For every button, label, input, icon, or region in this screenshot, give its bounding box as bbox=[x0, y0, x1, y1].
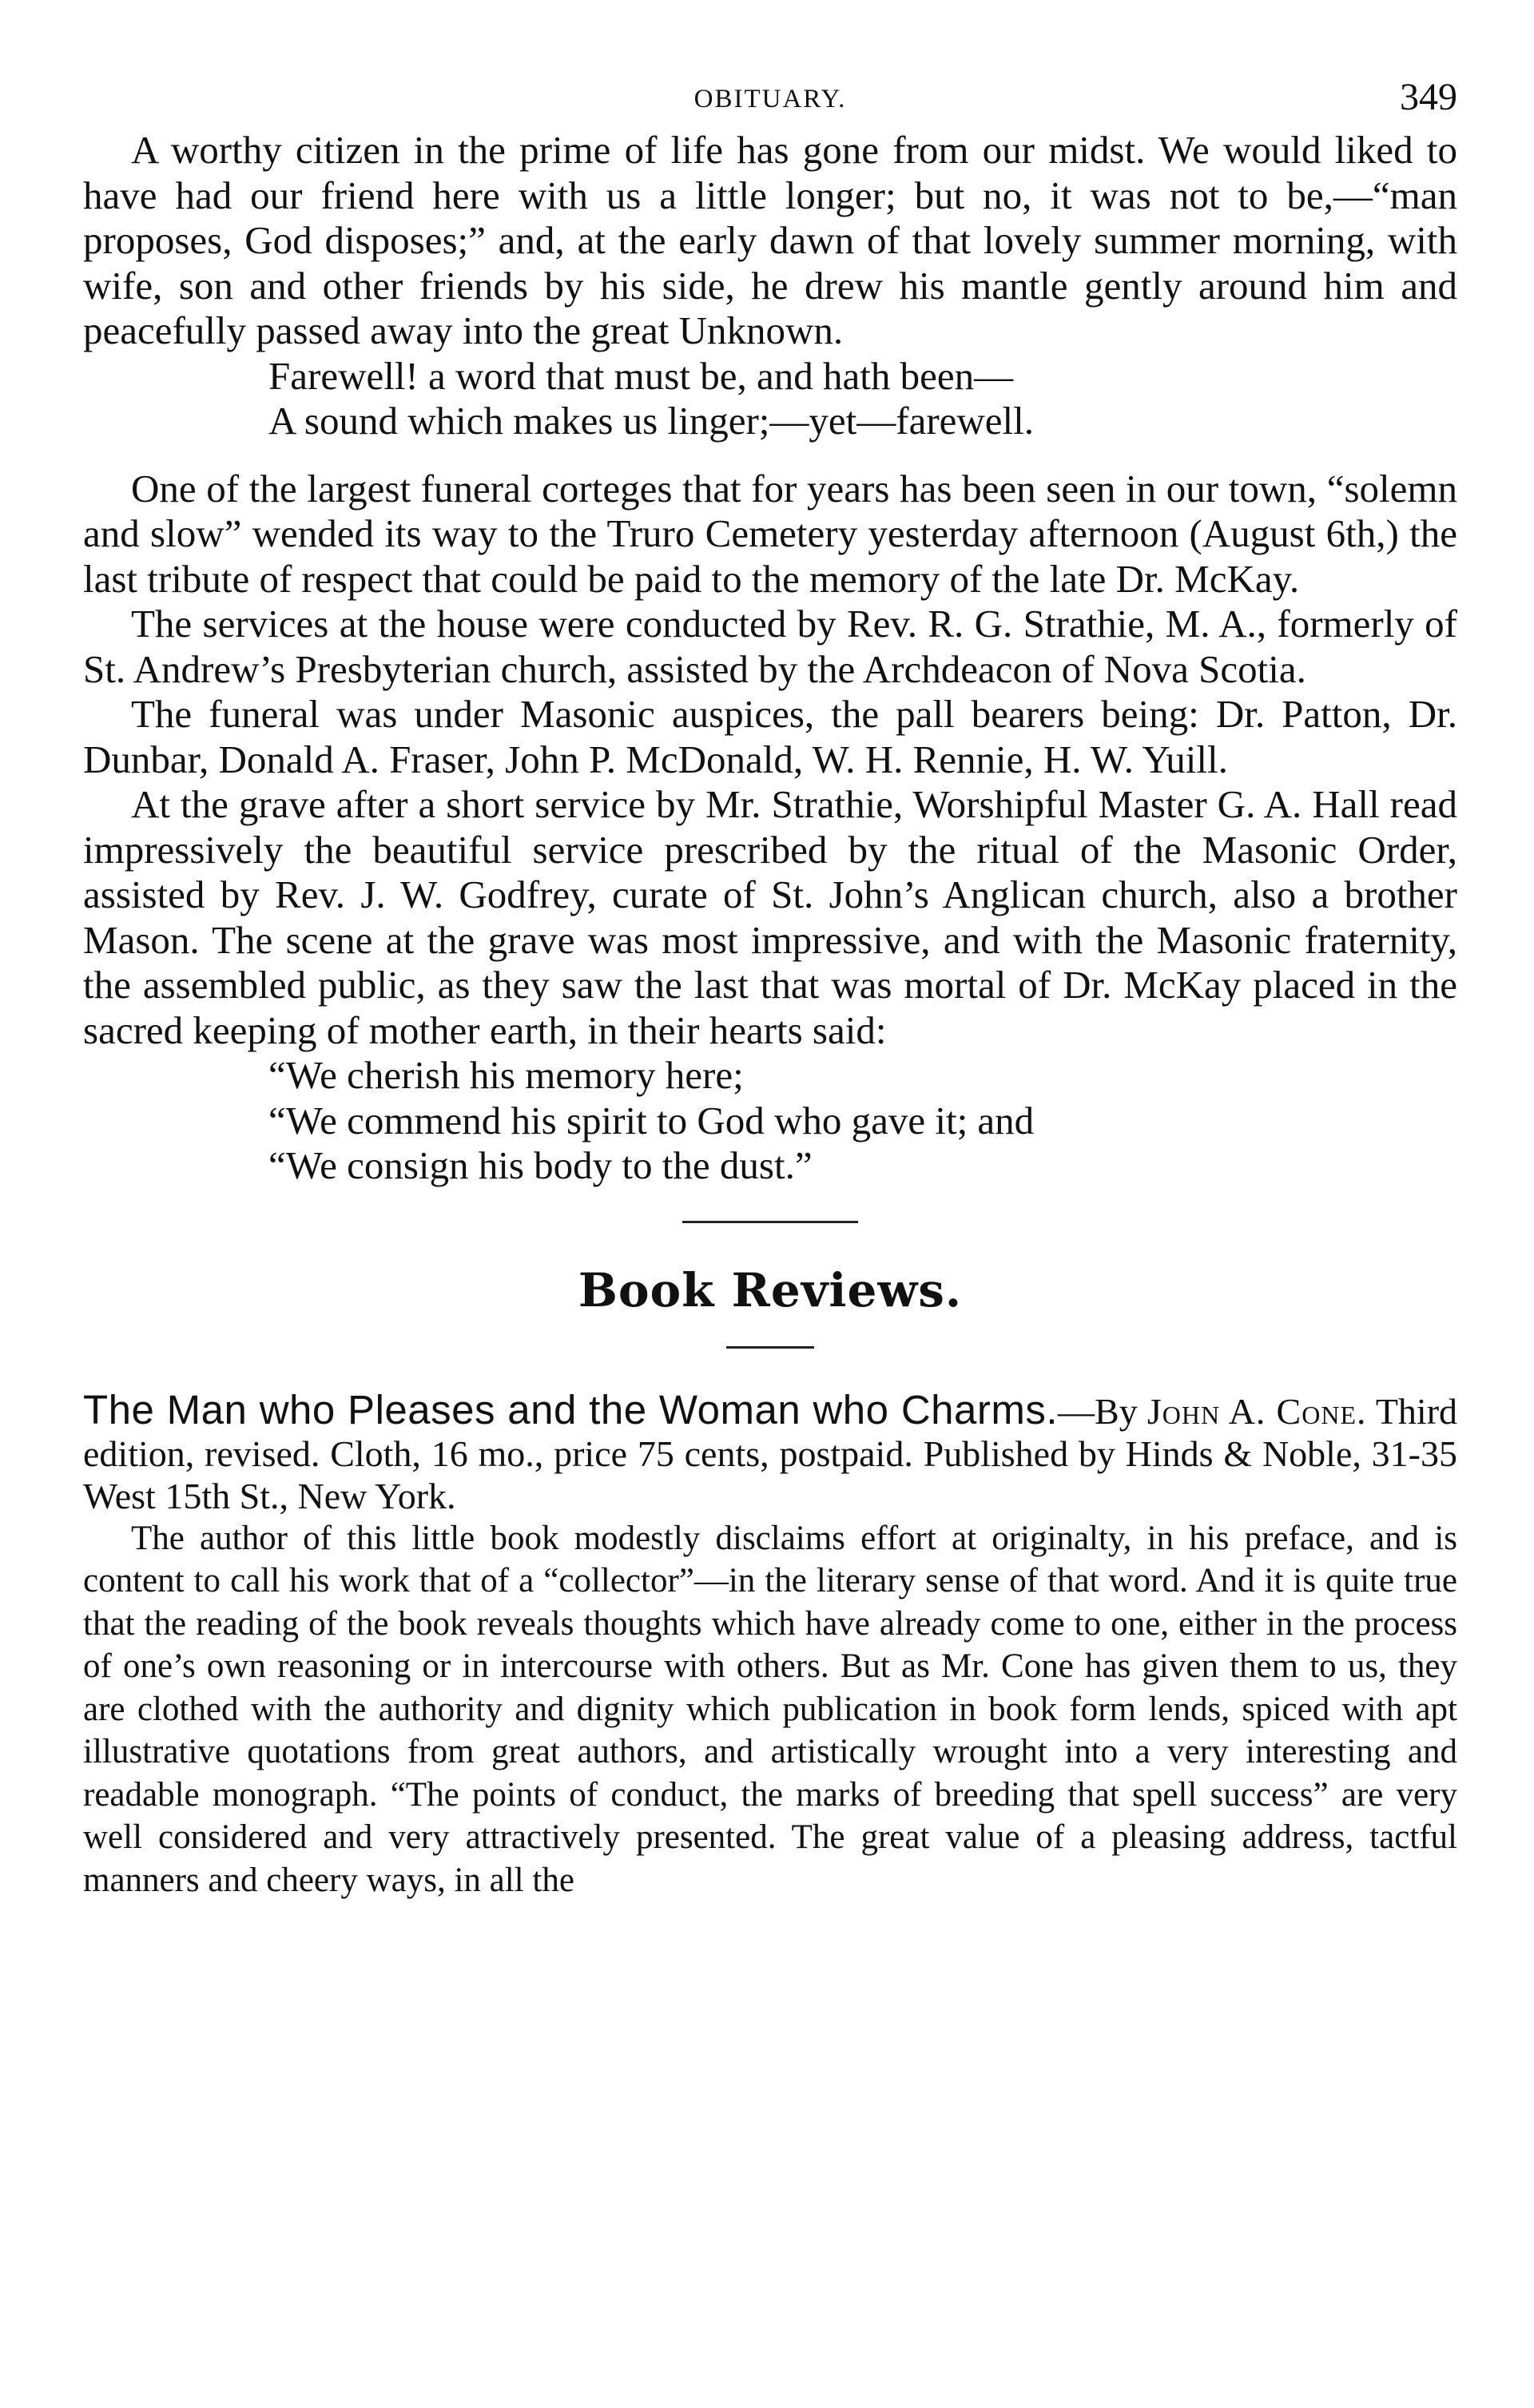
review-heading bbox=[83, 1386, 1458, 1517]
book-page bbox=[83, 64, 1457, 1901]
obituary-paragraph: At the grave after a short service by Mr. Strathie, Worshipful Master G. A. Hall read impressively the beautiful service prescribed by the ritual of the Masonic Order, assisted by Rev. J. W. Godfrey, curate of St. John’s Anglican church, also a brother Mason. The scene at the grave was most impressive, and with the Masonic fraternity, the assembled public, as they saw the last that was mortal of Dr. McKay placed in the sacred keeping of mother earth, in their hearts said: bbox=[83, 782, 1457, 1052]
section-divider bbox=[682, 1221, 858, 1223]
quote-line: “We consign his body to the dust.” bbox=[268, 1143, 813, 1187]
section-title: Book Reviews. bbox=[578, 1262, 963, 1317]
by-label: —By bbox=[1058, 1390, 1138, 1432]
book-title: The Man who Pleases and the Woman who Charms. bbox=[83, 1386, 1059, 1432]
verse-quote bbox=[268, 354, 1457, 444]
running-head bbox=[83, 64, 1457, 128]
page-number: 349 bbox=[1400, 76, 1457, 118]
review-body: The author of this little book modestly disclaims effort at originalty, in his preface, and is content to call his work that of a “collector”—in the literary sense of that word. And it is quite true that the reading of the book reveals thoughts which have already come to one, either in the process of one’s own reasoning or in intercourse with others. But as Mr. Cone has given them to us, they are clothed with the authority and dignity which publication in book form lends, spiced with apt illustrative quotations from great authors, and artistically wrought into a very interesting and readable monograph. “The points of conduct, the marks of breeding that spell success” are very well considered and very attractively presented. The great value of a pleasing address, tactful manners and cheery ways, in all the bbox=[83, 1519, 1457, 1899]
quote-line: “We cherish his memory here; bbox=[268, 1053, 744, 1097]
obituary-paragraph: The funeral was under Masonic auspices, the pall bearers being: Dr. Patton, Dr. Dunbar, Donald A. Fraser, John P. McDonald, W. H. Rennie, H. W. Yuill. bbox=[83, 692, 1457, 781]
publication-details: Third edition, revised. Cloth, 16 mo., price 75 cents, postpaid. Published by Hinds & Noble, 31-35 West 15th St., New York. bbox=[83, 1390, 1458, 1516]
book-author: John A. Cone. bbox=[1147, 1390, 1367, 1432]
running-title: OBITUARY. bbox=[693, 85, 847, 113]
obituary-paragraph: One of the largest funeral corteges that for years has been seen in our town, “solemn and slow” wended its way to the Truro Cemetery yesterday afternoon (August 6th,) the last tribute of respect that could be paid to the memory of the late Dr. McKay. bbox=[83, 466, 1457, 601]
obituary-section bbox=[83, 128, 1457, 1189]
obituary-paragraph: A worthy citizen in the prime of life has gone from our midst. We would liked to have had our friend here with us a little longer; but no, it was not to be,—“man proposes, God disposes;” and, at the early dawn of that lovely summer morning, with wife, son and other friends by his side, he drew his mantle gently around him and peacefully passed away into the great Unknown. bbox=[83, 128, 1457, 352]
book-reviews-section bbox=[83, 1263, 1457, 1902]
verse-line: Farewell! a word that must be, and hath been— bbox=[268, 353, 1014, 398]
verse-line: A sound which makes us linger;—yet—farewell. bbox=[268, 399, 1035, 443]
obituary-paragraph: The services at the house were conducted by Rev. R. G. Strathie, M. A., formerly of St. Andrew’s Presbyterian church, assisted by the Archdeacon of Nova Scotia. bbox=[83, 602, 1457, 691]
quote-line: “We commend his spirit to God who gave it; and bbox=[268, 1098, 1035, 1142]
title-divider bbox=[726, 1346, 814, 1349]
closing-quote bbox=[268, 1053, 1457, 1189]
